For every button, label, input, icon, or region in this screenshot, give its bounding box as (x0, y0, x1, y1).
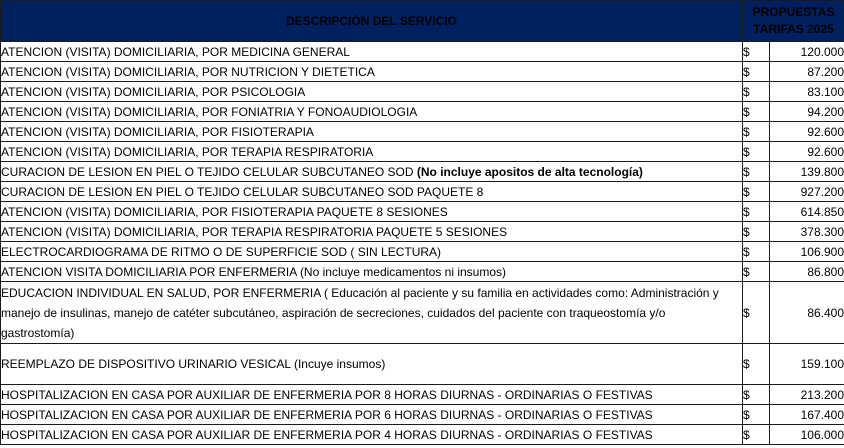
row-description: ATENCION (VISITA) DOMICILIARIA, POR MEDICINA GENERAL (1, 42, 743, 62)
table-row (1, 102, 844, 122)
header-price (743, 1, 844, 42)
row-currency: $ (743, 122, 770, 142)
row-amount: 86.400 (770, 282, 844, 344)
table-row (1, 42, 844, 62)
row-currency: $ (743, 425, 770, 445)
table-header-row (1, 1, 844, 42)
row-amount: 159.100 (770, 344, 844, 385)
row-description: HOSPITALIZACION EN CASA POR AUXILIAR DE ENFERMERIA POR 4 HORAS DIURNAS - ORDINARIAS O FESTIVAS (1, 425, 743, 445)
header-description: DESCRIPCIÓN DEL SERVICIO (1, 1, 743, 42)
row-amount: 120.000 (770, 42, 844, 62)
row-currency: $ (743, 344, 770, 385)
row-amount: 86.800 (770, 262, 844, 282)
row-amount: 139.800 (770, 162, 844, 182)
row-currency: $ (743, 42, 770, 62)
table-row (1, 344, 844, 385)
row-currency: $ (743, 202, 770, 222)
table-row (1, 122, 844, 142)
row-description: ATENCION (VISITA) DOMICILIARIA, POR FONIATRIA Y FONOAUDIOLOGIA (1, 102, 743, 122)
row-description: ATENCION (VISITA) DOMICILIARIA, POR TERAPIA RESPIRATORIA PAQUETE 5 SESIONES (1, 222, 743, 242)
row-description (1, 162, 743, 182)
table-row (1, 405, 844, 425)
row-description: ELECTROCARDIOGRAMA DE RITMO O DE SUPERFICIE SOD ( SIN LECTURA) (1, 242, 743, 262)
table-row (1, 142, 844, 162)
table-row (1, 242, 844, 262)
header-price-line2: TARIFAS 2025 (753, 22, 834, 36)
row-currency: $ (743, 222, 770, 242)
row-currency: $ (743, 162, 770, 182)
row-currency: $ (743, 282, 770, 344)
row-description: REEMPLAZO DE DISPOSITIVO URINARIO VESICAL (Incuye insumos) (1, 344, 743, 385)
row-description: ATENCION VISITA DOMICILIARIA POR ENFERMERIA (No incluye medicamentos ni insumos) (1, 262, 743, 282)
row-description-note: (No incluye apositos de alta tecnología) (416, 164, 643, 179)
table-row (1, 162, 844, 182)
row-amount: 106.900 (770, 242, 844, 262)
row-currency: $ (743, 82, 770, 102)
row-amount: 92.600 (770, 142, 844, 162)
row-currency: $ (743, 142, 770, 162)
row-currency: $ (743, 182, 770, 202)
row-amount: 927.200 (770, 182, 844, 202)
table-row (1, 282, 844, 344)
row-amount: 378.300 (770, 222, 844, 242)
row-amount: 92.600 (770, 122, 844, 142)
row-description: HOSPITALIZACION EN CASA POR AUXILIAR DE ENFERMERIA POR 6 HORAS DIURNAS - ORDINARIAS O FESTIVAS (1, 405, 743, 425)
table-row (1, 262, 844, 282)
row-description: ATENCION (VISITA) DOMICILIARIA, POR NUTRICION Y DIETETICA (1, 62, 743, 82)
row-description: ATENCION (VISITA) DOMICILIARIA, POR FISIOTERAPIA PAQUETE 8 SESIONES (1, 202, 743, 222)
row-amount: 614.850 (770, 202, 844, 222)
row-amount: 106.000 (770, 425, 844, 445)
row-amount: 83.100 (770, 82, 844, 102)
row-description: ATENCION (VISITA) DOMICILIARIA, POR FISIOTERAPIA (1, 122, 743, 142)
row-description: ATENCION (VISITA) DOMICILIARIA, POR PSICOLOGIA (1, 82, 743, 102)
row-currency: $ (743, 62, 770, 82)
row-amount: 167.400 (770, 405, 844, 425)
row-currency: $ (743, 405, 770, 425)
row-currency: $ (743, 102, 770, 122)
row-currency: $ (743, 385, 770, 405)
row-currency: $ (743, 242, 770, 262)
row-description-main: CURACION DE LESION EN PIEL O TEJIDO CELULAR SUBCUTANEO SOD (1, 164, 417, 179)
table-row (1, 182, 844, 202)
row-amount: 94.200 (770, 102, 844, 122)
row-description: EDUCACION INDIVIDUAL EN SALUD, POR ENFERMERIA ( Educación al paciente y su familia en actividades como: Administración y manejo de insulinas, manejo de catéter subcutáneo, aspiración de secreciones, cuidados del paciente con traqueostomía y/o gastrostomía) (1, 282, 743, 344)
row-currency: $ (743, 262, 770, 282)
table-row (1, 425, 844, 445)
row-description: CURACION DE LESION EN PIEL O TEJIDO CELULAR SUBCUTANEO SOD PAQUETE 8 (1, 182, 743, 202)
row-description: HOSPITALIZACION EN CASA POR AUXILIAR DE ENFERMERIA POR 8 HORAS DIURNAS - ORDINARIAS O FESTIVAS (1, 385, 743, 405)
table-row (1, 82, 844, 102)
table-row (1, 202, 844, 222)
table-row (1, 222, 844, 242)
table-row (1, 385, 844, 405)
header-price-line1: PROPUESTAS (752, 5, 835, 19)
row-amount: 213.200 (770, 385, 844, 405)
row-description: ATENCION (VISITA) DOMICILIARIA, POR TERAPIA RESPIRATORIA (1, 142, 743, 162)
row-amount: 87.200 (770, 62, 844, 82)
table-row (1, 62, 844, 82)
